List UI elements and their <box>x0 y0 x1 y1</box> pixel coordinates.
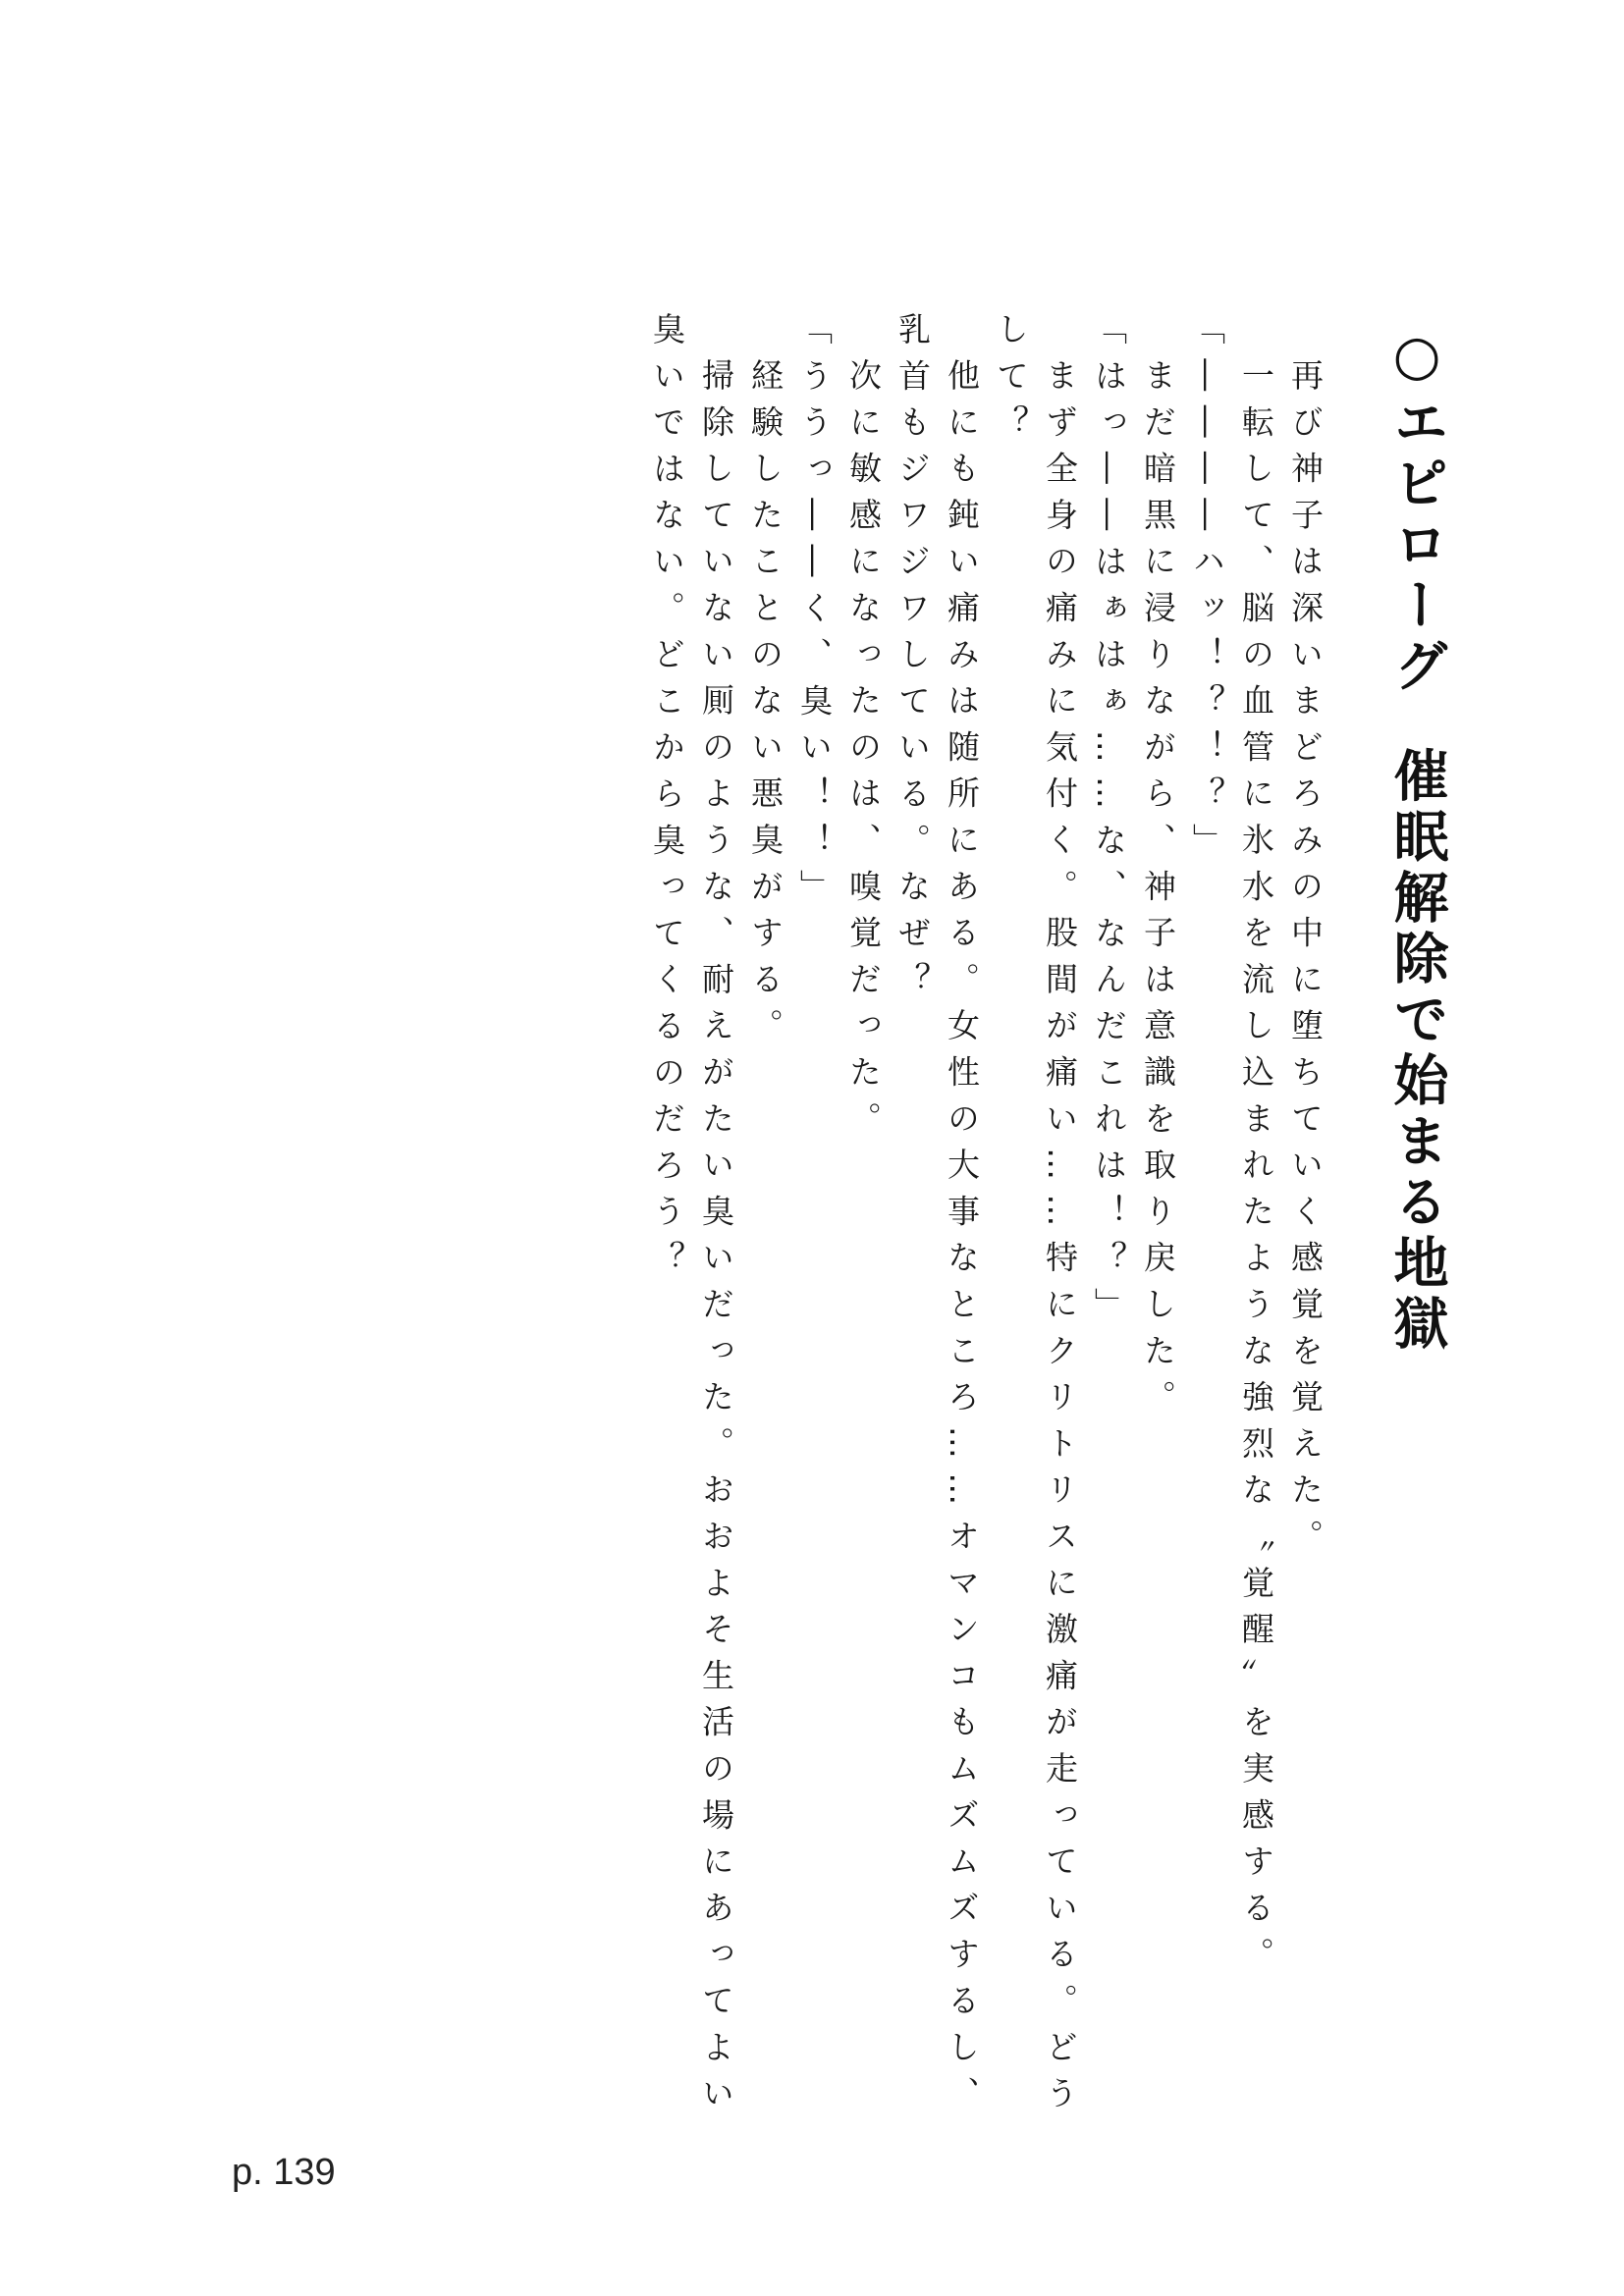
paragraph: 他にも鈍い痛みは随所にある。女性の大事なところ……オマンコもムズムズするし、乳首もジワジワしている。なぜ？ <box>893 312 981 2123</box>
paragraph: 掃除していない厠のような、耐えがたい臭いだった。おおよそ生活の場にあってよい臭いではない。どこから臭ってくるのだろう？ <box>648 312 735 2123</box>
paragraph: 一転して、脳の血管に氷水を流し込まれたような強烈な〝覚醒〟を実感する。 <box>1237 358 1275 1984</box>
dialogue-line: 「はっ――はぁはぁ……な、なんだこれは！？」 <box>1090 312 1128 1334</box>
chapter-heading <box>1373 324 1461 1364</box>
paragraph: 次に敏感になったのは、嗅覚だった。 <box>844 358 883 1148</box>
page-number: p. 139 <box>232 2152 336 2193</box>
chapter-title: ○エピローグ <box>1384 324 1449 698</box>
dialogue-line: 「ううっ――く、臭い！！」 <box>795 312 834 916</box>
paragraph: 再び神子は深いまどろみの中に堕ちていく感覚を覚えた。 <box>1286 358 1325 1566</box>
dialogue-line: 「――――ハッ！？！？」 <box>1188 312 1226 870</box>
paragraph: まず全身の痛みに気付く。股間が痛い……特にクリトリスに激痛が走っている。どうして？ <box>992 312 1079 2123</box>
paragraph: 経験したことのない悪臭がする。 <box>746 358 785 1055</box>
paragraph: まだ暗黒に浸りながら、神子は意識を取り戻した。 <box>1139 358 1177 1426</box>
body-text <box>279 312 1329 2138</box>
chapter-subtitle: 催眠解除で始まる地獄 <box>1384 747 1449 1356</box>
